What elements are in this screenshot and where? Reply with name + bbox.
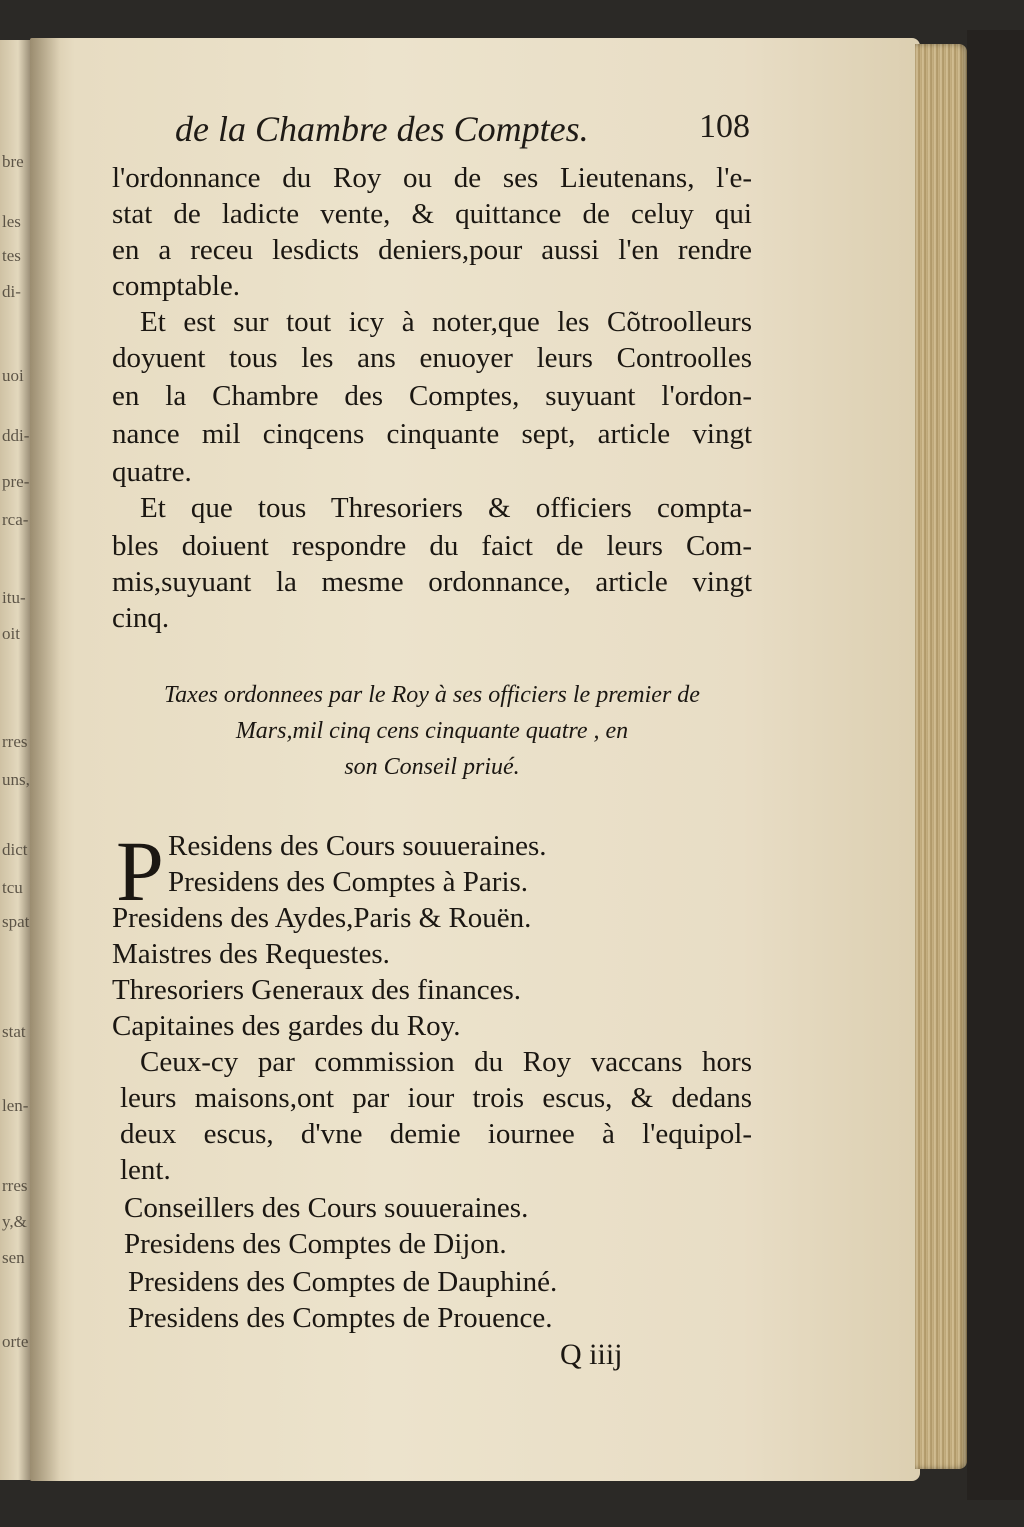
page-edges [915,44,967,1469]
left-page-edge [0,40,30,1480]
margin-fragment: sen [2,1248,25,1267]
margin-fragment: rres [2,732,28,751]
text-line: l'ordonnance du Roy ou de ses Lieutenans, l'e- [112,162,752,194]
list-line: Capitaines des gardes du Roy. [112,1010,461,1042]
running-header [120,108,750,158]
page-number: 108 [699,108,750,145]
margin-fragment: dict [2,840,28,859]
margin-fragment: len- [2,1096,29,1115]
text-line: en a receu lesdicts deniers,pour aussi l'en rendre [112,234,752,266]
margin-fragment: uoi [2,366,24,385]
list-line: Thresoriers Generaux des finances. [112,974,522,1006]
list-line: Maistres des Requestes. [112,938,390,970]
text-line: comptable. [112,270,241,302]
list-line: deux escus, d'vne demie iournee à l'equipol- [120,1118,752,1150]
section-heading-line: Taxes ordonnees par le Roy à ses officiers le premier de [164,682,700,708]
list-line: Presidens des Comptes de Dijon. [124,1228,507,1260]
margin-fragment: y,& [2,1212,27,1231]
text-line: mis,suyuant la mesme ordonnance, article vingt [112,566,752,598]
margin-fragment: rres [2,1176,28,1195]
list-line: Presidens des Comptes de Dauphiné. [128,1266,558,1298]
list-line: lent. [120,1154,171,1186]
section-heading-line: Mars,mil cinq cens cinquante quatre , en [235,718,629,744]
book-cover [967,30,1024,1500]
margin-fragment: tcu [2,878,23,897]
text-line: cinq. [112,602,170,634]
text-line: Et que tous Thresoriers & officiers compta- [140,492,752,524]
margin-fragment: di- [2,282,21,301]
margin-fragment: les [2,212,21,231]
list-line: Conseillers des Cours souueraines. [124,1192,529,1224]
text-line: Et est sur tout icy à noter,que les Cõtroolleurs [140,306,752,338]
signature-mark: Q iiij [560,1338,623,1371]
margin-fragment: spat [2,912,30,931]
margin-fragment: tes [2,246,21,265]
text-line: quatre. [112,456,192,488]
list-line: Presidens des Aydes,Paris & Rouën. [112,902,532,934]
list-line: Presidens des Comptes à Paris. [168,866,529,898]
list-line: Presidens des Comptes de Prouence. [128,1302,553,1334]
list-line: leurs maisons,ont par iour trois escus, & dedans [120,1082,752,1114]
text-line: en la Chambre des Comptes, suyuant l'ordon- [112,380,752,412]
list-line: Residens des Cours souueraines. [168,830,547,862]
margin-fragment: rca- [2,510,29,529]
margin-fragment: bre [2,152,24,171]
drop-cap: P [116,823,164,919]
list-line: Ceux-cy par commission du Roy vaccans hors [140,1046,752,1078]
text-line: bles doiuent respondre du faict de leurs Com- [112,530,752,562]
text-line: nance mil cinqcens cinquante sept, article vingt [112,418,752,450]
margin-fragment: orte [2,1332,29,1351]
spine-shadow [30,38,60,1481]
margin-fragment: itu- [2,588,26,607]
text-line: doyuent tous les ans enuoyer leurs Controolles [112,342,752,374]
margin-fragment: stat [2,1022,26,1041]
margin-fragment: pre- [2,472,30,491]
running-title: de la Chambre des Comptes. [175,109,589,149]
text-line: stat de ladicte vente, & quittance de celuy qui [112,198,752,230]
section-heading-line: son Conseil priué. [344,754,520,780]
margin-fragment: uns, [2,770,30,789]
margin-fragment: oit [2,624,20,643]
margin-fragment: ddi- [2,426,30,445]
